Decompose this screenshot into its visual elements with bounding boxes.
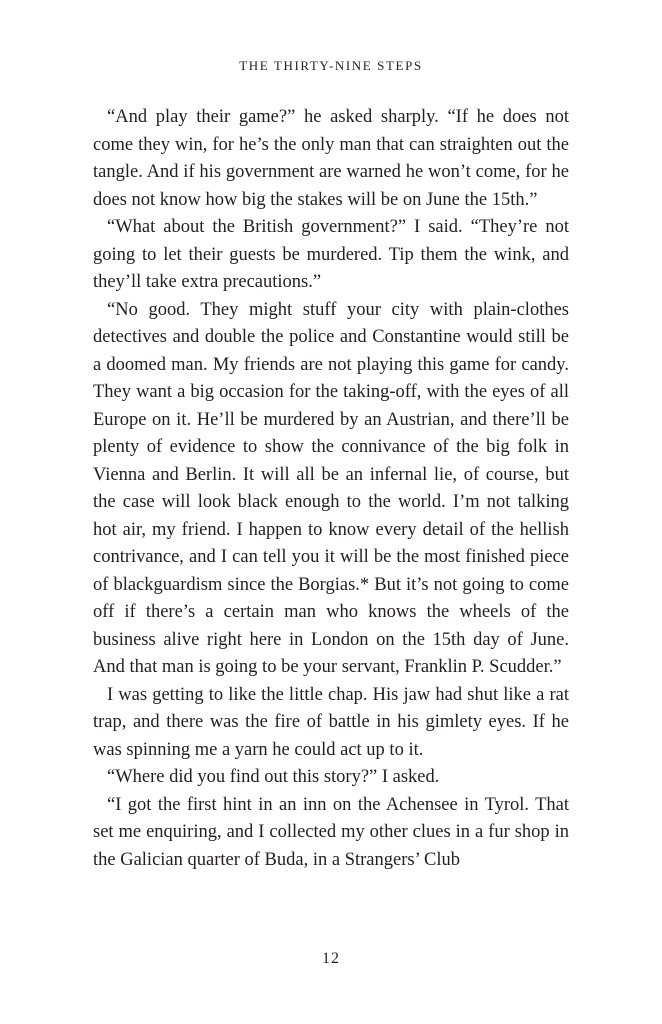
running-head: THE THIRTY-NINE STEPS: [239, 58, 423, 73]
body-text: [93, 104, 569, 874]
page-number: 12: [322, 950, 340, 967]
paragraph: “No good. They might stuff your city with plain-clothes detectives and double the police and Constantine would still be a doomed man. My friends are not playing this game for candy. They want a big occasion for the taking-off, with the eyes of all Europe on it. He’ll be murdered by an Austrian, and there’ll be plenty of evidence to show the connivance of the big folk in Vienna and Berlin. It will all be an infernal lie, of course, but the case will look black enough to the world. I’m not talking hot air, my friend. I happen to know every detail of the hellish contrivance, and I can tell you it will be the most finished piece of blackguardism since the Borgias.* But it’s not going to come off if there’s a certain man who knows the wheels of the business alive right here in London on the 15th day of June. And that man is going to be your servant, Franklin P. Scudder.”: [93, 299, 569, 677]
paragraph: “What about the British government?” I said. “They’re not going to let their guests be murdered. Tip them the wink, and they’ll take extra precautions.”: [93, 217, 569, 292]
paragraph: “And play their game?” he asked sharply. “If he does not come they win, for he’s the only man that can straighten out the tangle. And if his government are warned he won’t come, for he does not know how big the stakes will be on June the 15th.”: [93, 107, 569, 210]
paragraph: I was getting to like the little chap. His jaw had shut like a rat trap, and there was the fire of battle in his gimlety eyes. If he was spinning me a yarn he could act up to it.: [93, 684, 569, 760]
paragraph: “I got the first hint in an inn on the Achensee in Tyrol. That set me enquiring, and I collected my other clues in a fur shop in the Galician quarter of Buda, in a Strangers’ Club: [93, 794, 569, 870]
paragraph: “Where did you find out this story?” I asked.: [107, 767, 440, 787]
